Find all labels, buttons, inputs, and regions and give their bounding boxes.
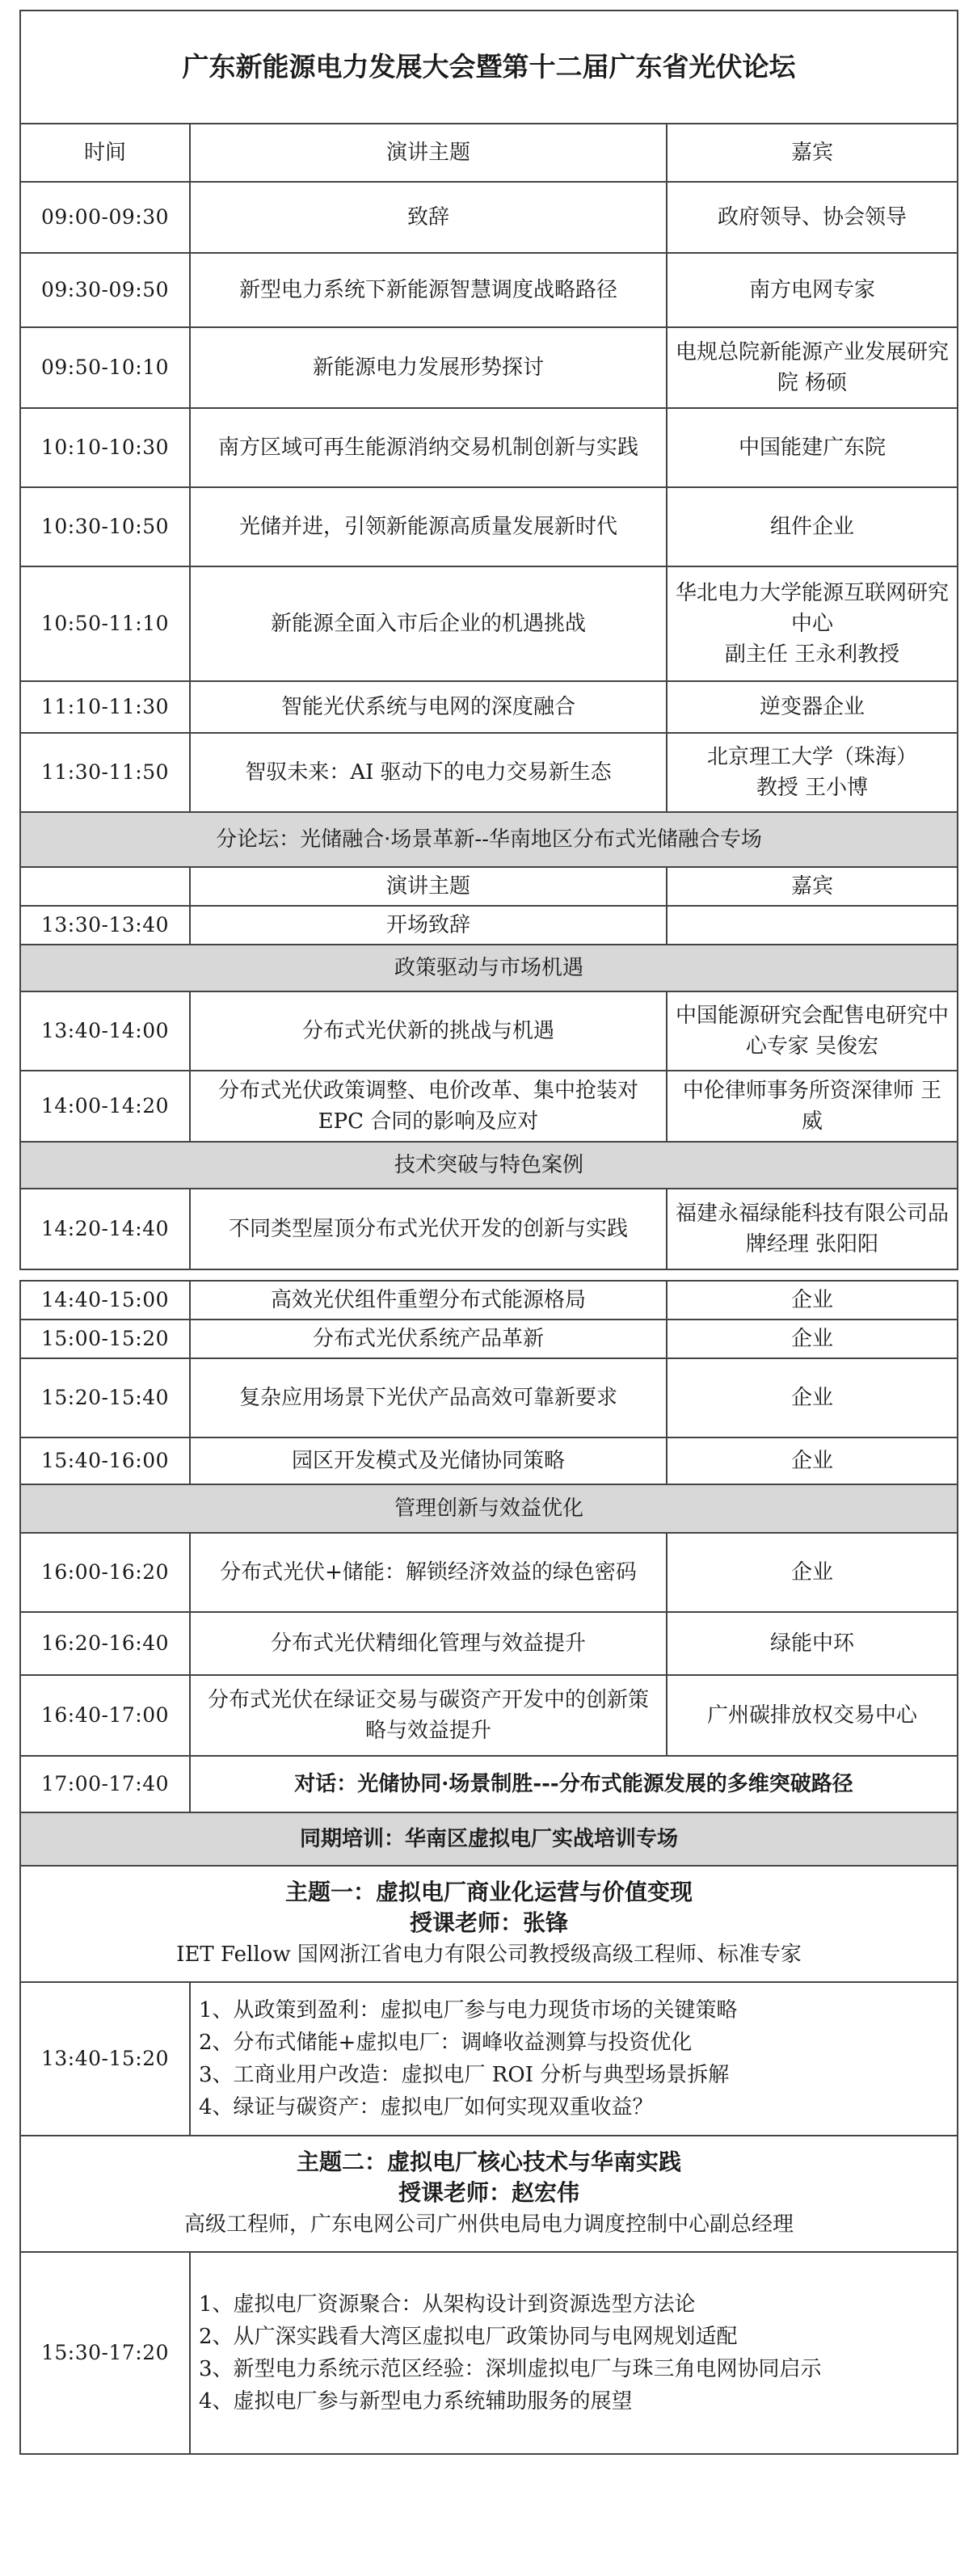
training-topic1-row (20, 1982, 958, 2136)
list-item: 4、绿证与碳资产：虚拟电厂如何实现双重收益？ (199, 2095, 654, 2119)
row-time: 17:00-17:40 (20, 1756, 190, 1812)
spacer (20, 1269, 958, 1281)
list-item: 2、从广深实践看大湾区虚拟电厂政策协同与电网规划适配 (199, 2325, 738, 2349)
row-time: 16:40-17:00 (20, 1675, 190, 1756)
row-guest: 企业 (667, 1320, 958, 1358)
row-time: 11:30-11:50 (20, 733, 190, 812)
row-topic: 园区开发模式及光储协同策略 (190, 1437, 667, 1484)
topic1-lecturer: 授课老师：张锋 (410, 1909, 569, 1936)
table-row (20, 1675, 958, 1756)
row-time: 16:20-16:40 (20, 1612, 190, 1675)
row-topic: 复杂应用场景下光伏产品高效可靠新要求 (190, 1358, 667, 1437)
table-row (20, 1281, 958, 1320)
row-topic: 新能源全面入市后企业的机遇挑战 (190, 566, 667, 681)
list-item: 4、虚拟电厂参与新型电力系统辅助服务的展望 (199, 2389, 633, 2414)
section-title: 管理创新与效益优化 (20, 1484, 958, 1533)
topic1-desc: IET Fellow 国网浙江省电力有限公司教授级高级工程师、标准专家 (176, 1943, 802, 1967)
table-row (20, 1612, 958, 1675)
list-item: 2、分布式储能+虚拟电厂：调峰收益测算与投资优化 (199, 2031, 693, 2055)
page-title: 广东新能源电力发展大会暨第十二届广东省光伏论坛 (20, 11, 958, 124)
section-row (20, 945, 958, 991)
table-row (20, 1320, 958, 1358)
sub-header-time (20, 867, 190, 906)
row-topic: 致辞 (190, 182, 667, 253)
row-time: 14:00-14:20 (20, 1071, 190, 1142)
row-guest: 逆变器企业 (667, 681, 958, 733)
row-time: 15:20-15:40 (20, 1358, 190, 1437)
table-row (20, 327, 958, 408)
table-row (20, 253, 958, 327)
table-row (20, 182, 958, 253)
row-guest: 企业 (667, 1437, 958, 1484)
training-topic2-header (20, 2136, 958, 2252)
list-item: 1、虚拟电厂资源聚合：从架构设计到资源选型方法论 (199, 2292, 696, 2317)
sub-header-guest: 嘉宾 (667, 867, 958, 906)
row-topic: 分布式光伏精细化管理与效益提升 (190, 1612, 667, 1675)
section-title: 政策驱动与市场机遇 (20, 945, 958, 991)
row-guest: 中国能源研究会配售电研究中心专家 吴俊宏 (667, 991, 958, 1071)
row-time: 10:30-10:50 (20, 487, 190, 566)
table-row (20, 681, 958, 733)
row-time: 16:00-16:20 (20, 1533, 190, 1612)
section-row (20, 1484, 958, 1533)
row-guest: 中国能建广东院 (667, 408, 958, 487)
row-guest: 中伦律师事务所资深律师 王威 (667, 1071, 958, 1142)
agenda-page (19, 10, 957, 2455)
topic2-list (190, 2252, 958, 2454)
topic2-desc: 高级工程师，广东电网公司广州供电局电力调度控制中心副总经理 (184, 2212, 794, 2237)
row-time: 15:00-15:20 (20, 1320, 190, 1358)
row-guest: 企业 (667, 1533, 958, 1612)
table-row (20, 408, 958, 487)
table-row (20, 487, 958, 566)
row-time: 09:30-09:50 (20, 253, 190, 327)
row-topic: 智能光伏系统与电网的深度融合 (190, 681, 667, 733)
row-time: 13:40-15:20 (20, 1982, 190, 2136)
sub-forum-title-row (20, 812, 958, 867)
topic2-lecturer: 授课老师：赵宏伟 (398, 2179, 580, 2206)
topic1-list (190, 1982, 958, 2136)
row-time: 15:40-16:00 (20, 1437, 190, 1484)
title-row (20, 11, 958, 124)
table-row (20, 566, 958, 681)
row-guest: 绿能中环 (667, 1612, 958, 1675)
row-topic: 高效光伏组件重塑分布式能源格局 (190, 1281, 667, 1320)
row-time: 10:10-10:30 (20, 408, 190, 487)
row-guest: 组件企业 (667, 487, 958, 566)
training-topic2-row (20, 2252, 958, 2454)
row-guest: 福建永福绿能科技有限公司品牌经理 张阳阳 (667, 1189, 958, 1269)
row-time: 14:40-15:00 (20, 1281, 190, 1320)
row-guest: 企业 (667, 1281, 958, 1320)
row-topic: 开场致辞 (190, 906, 667, 945)
sub-forum-title: 分论坛：光储融合·场景革新--华南地区分布式光储融合专场 (20, 812, 958, 867)
row-topic: 分布式光伏系统产品革新 (190, 1320, 667, 1358)
training-topic1-header (20, 1866, 958, 1982)
agenda-table (19, 10, 958, 2455)
row-topic: 分布式光伏在绿证交易与碳资产开发中的创新策略与效益提升 (190, 1675, 667, 1756)
row-topic: 新型电力系统下新能源智慧调度战略路径 (190, 253, 667, 327)
row-time: 13:40-14:00 (20, 991, 190, 1071)
topic1-title: 主题一：虚拟电厂商业化运营与价值变现 (285, 1879, 693, 1905)
training-title-row (20, 1812, 958, 1866)
header-topic: 演讲主题 (190, 124, 667, 182)
sub-header-topic: 演讲主题 (190, 867, 667, 906)
row-topic: 南方区域可再生能源消纳交易机制创新与实践 (190, 408, 667, 487)
table-row (20, 1533, 958, 1612)
table-row (20, 906, 958, 945)
row-guest: 华北电力大学能源互联网研究中心 副主任 王永利教授 (667, 566, 958, 681)
table-row (20, 991, 958, 1071)
row-time: 10:50-11:10 (20, 566, 190, 681)
list-item: 3、新型电力系统示范区经验：深圳虚拟电厂与珠三角电网协同启示 (199, 2357, 822, 2381)
row-guest (667, 906, 958, 945)
row-topic: 分布式光伏+储能：解锁经济效益的绿色密码 (190, 1533, 667, 1612)
row-topic: 分布式光伏新的挑战与机遇 (190, 991, 667, 1071)
row-time: 11:10-11:30 (20, 681, 190, 733)
row-guest: 政府领导、协会领导 (667, 182, 958, 253)
dialogue-row (20, 1756, 958, 1812)
header-time: 时间 (20, 124, 190, 182)
row-time: 15:30-17:20 (20, 2252, 190, 2454)
row-topic: 分布式光伏政策调整、电价改革、集中抢装对 EPC 合同的影响及应对 (190, 1071, 667, 1142)
row-topic: 智驭未来：AI 驱动下的电力交易新生态 (190, 733, 667, 812)
list-item: 3、工商业用户改造：虚拟电厂 ROI 分析与典型场景拆解 (199, 2063, 730, 2087)
training-title: 同期培训：华南区虚拟电厂实战培训专场 (20, 1812, 958, 1866)
section-row (20, 1142, 958, 1189)
table-row (20, 1437, 958, 1484)
row-guest: 企业 (667, 1358, 958, 1437)
section-title: 技术突破与特色案例 (20, 1142, 958, 1189)
row-guest: 南方电网专家 (667, 253, 958, 327)
table-row (20, 733, 958, 812)
list-item: 1、从政策到盈利：虚拟电厂参与电力现货市场的关键策略 (199, 1998, 738, 2022)
row-topic: 不同类型屋顶分布式光伏开发的创新与实践 (190, 1189, 667, 1269)
row-time: 09:00-09:30 (20, 182, 190, 253)
table-row (20, 1189, 958, 1269)
sub-header-row (20, 867, 958, 906)
header-row (20, 124, 958, 182)
dialogue-topic: 对话：光储协同·场景制胜---分布式能源发展的多维突破路径 (190, 1756, 958, 1812)
row-time: 14:20-14:40 (20, 1189, 190, 1269)
row-guest: 广州碳排放权交易中心 (667, 1675, 958, 1756)
row-guest: 电规总院新能源产业发展研究院 杨硕 (667, 327, 958, 408)
row-time: 13:30-13:40 (20, 906, 190, 945)
topic2-title: 主题二：虚拟电厂核心技术与华南实践 (297, 2149, 682, 2175)
table-row (20, 1071, 958, 1142)
table-row (20, 1358, 958, 1437)
header-guest: 嘉宾 (667, 124, 958, 182)
row-topic: 新能源电力发展形势探讨 (190, 327, 667, 408)
row-guest: 北京理工大学（珠海） 教授 王小博 (667, 733, 958, 812)
row-time: 09:50-10:10 (20, 327, 190, 408)
row-topic: 光储并进，引领新能源高质量发展新时代 (190, 487, 667, 566)
